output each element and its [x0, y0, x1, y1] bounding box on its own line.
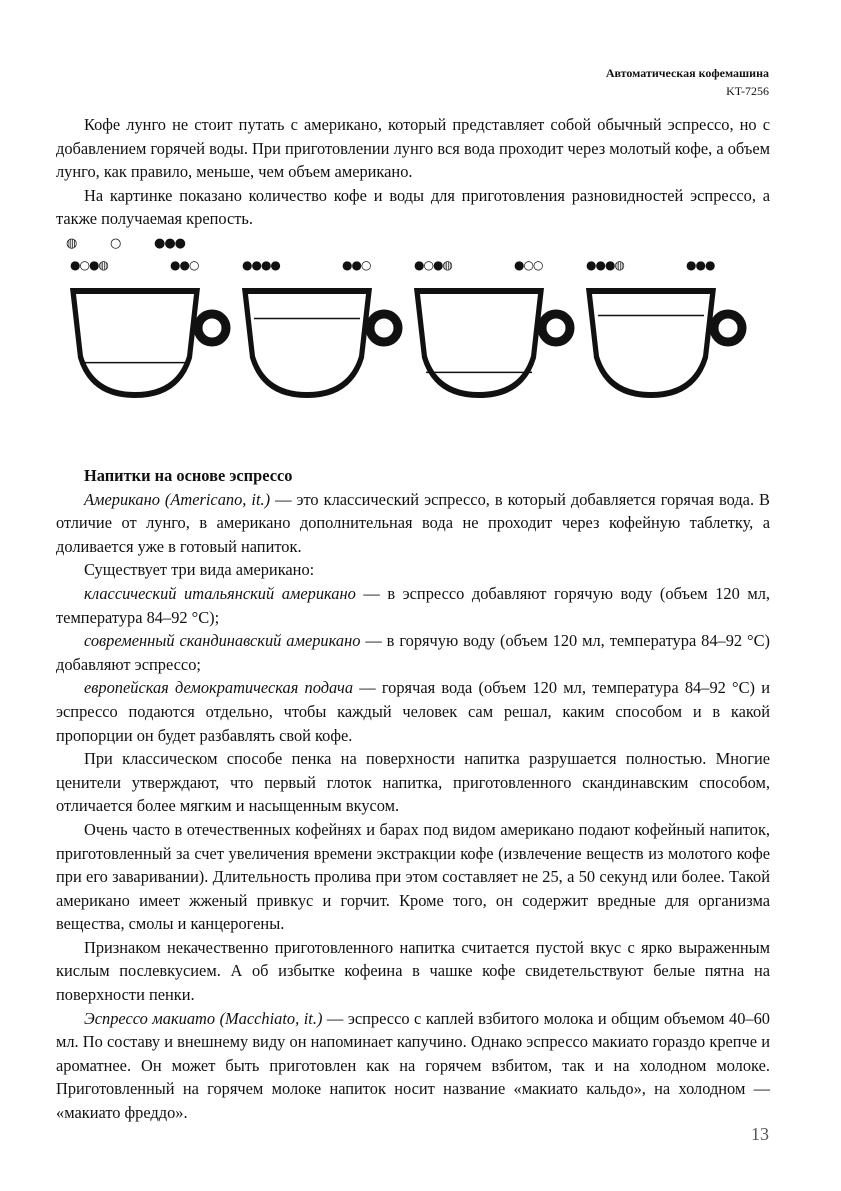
americano-term: Американо (Americano, it.) — [84, 489, 271, 509]
cup-1-strength: ●●○ — [170, 258, 199, 272]
type-2-text: — в горячую воду (объем 120 мл, температура 84–92 °C) добавляют эспрессо; — [56, 631, 770, 674]
cup-1-ingredients: ●○●◍ — [70, 258, 108, 272]
type-2-term: современный скандинавский американо — [84, 631, 361, 651]
cup-3-handle — [542, 314, 570, 342]
americano-paragraph — [56, 488, 770, 559]
water-legend-icon: ○ — [110, 236, 121, 251]
intro-paragraph-2: На картинке показано количество кофе и воды для приготовления разновидностей эспрессо, а также получаемая крепость. — [56, 185, 770, 229]
header-model: KT-7256 — [726, 84, 769, 98]
coffee-legend-icon: ◍ — [66, 236, 77, 251]
cup-2-ingredients: ●●●● — [242, 258, 280, 272]
macchiato-text: — эспрессо с каплей взбитого молока и общим объемом 40–60 мл. По составу и внешнему виду он напоминает капучино. Однако эспрессо макиато гораздо крепче и ароматнее. Он может быть приготовлен как на горячем взбитом, так и на холодном молоке. Приготовленный на горячем молоке напиток носит название «макиато кальдо», на холодном — «макиато фреддо». — [56, 1008, 770, 1123]
strength-legend-icon: ●●● — [154, 236, 186, 251]
cup-1 — [70, 288, 226, 398]
cup-1-handle — [198, 314, 226, 342]
cups-illustration — [56, 258, 770, 408]
intro-paragraph-1: Кофе лунго не стоит путать с американо, который представляет собой обычный эспрессо, но с добавлением горячей воды. При приготовлении лунго вся вода проходит через молотый кофе, а объем лунго, как правило, меньше, чем объем американо. — [56, 115, 770, 182]
type-1-text: — в эспрессо добавляют горячую воду (объем 120 мл, температура 84–92 °C); — [56, 583, 770, 627]
cup-2 — [242, 288, 398, 398]
type-3-text: — горячая вода (объем 120 мл, температура 84–92 °C) и эспрессо подаются отдельно, чтобы каждый человек сам решал, каким способом и в какой пропорции он будет разбавлять свой кофе. — [56, 678, 770, 745]
type-2-paragraph — [56, 629, 770, 676]
americano-text: — это классический эспрессо, в который добавляется горячая вода. В отличие от лунго, в американо дополнительная вода не проходит через кофейную таблетку, а доливается уже в готовый напиток. — [56, 489, 770, 556]
page-header — [606, 64, 769, 100]
cup-3 — [414, 288, 570, 398]
type-1-paragraph — [56, 582, 770, 629]
cup-3-strength: ●○○ — [514, 258, 543, 272]
quality-paragraph: Признаком некачественно приготовленного напитка считается пустой вкус с ярко выраженным кислым послевкусием. А об избытке кофеина в чашке кофе свидетельствуют белые пятна на поверхности пенки. — [56, 937, 770, 1005]
cup-4 — [586, 288, 742, 398]
cups-drawing — [56, 258, 770, 408]
cup-4-ingredients: ●●●◍ — [586, 258, 624, 272]
type-3-paragraph — [56, 676, 770, 747]
main-text — [56, 464, 770, 1125]
intro-text — [56, 113, 770, 231]
type-1-term: классический итальянский американо — [84, 583, 356, 603]
cup-2-handle — [370, 314, 398, 342]
cup-4-strength: ●●● — [686, 258, 715, 272]
header-title: Автоматическая кофемашина — [605, 66, 769, 80]
type-3-term: европейская демократическая подача — [84, 678, 354, 698]
legend — [66, 236, 186, 252]
section-heading: Напитки на основе эспрессо — [84, 466, 293, 485]
macchiato-paragraph — [56, 1007, 770, 1125]
cup-3-ingredients: ●○●◍ — [414, 258, 452, 272]
foam-paragraph: При классическом способе пенка на поверхности напитка разрушается полностью. Многие ценители утверждают, что первый глоток напитка, приготовленного скандинавским способом, отличается более мягким и насыщенным вкусом. — [56, 749, 770, 816]
cup-4-handle — [714, 314, 742, 342]
types-intro: Существует три вида американо: — [84, 560, 315, 580]
page-number: 13 — [751, 1124, 769, 1144]
macchiato-term: Эспрессо макиато (Macchiato, it.) — [84, 1008, 323, 1028]
cup-2-strength: ●●○ — [342, 258, 371, 272]
bars-paragraph: Очень часто в отечественных кофейнях и барах под видом американо подают кофейный напиток, приготовленный за счет увеличения времени экстракции кофе (извлечение веществ из молотого кофе при его заваривании). Длительность пролива при этом составляет не 25, а 50 секунд или более. Такой американо имеет жженый привкус и горчит. Кроме того, он содержит вредные для организма вещества, смолы и канцерогены. — [56, 819, 770, 934]
